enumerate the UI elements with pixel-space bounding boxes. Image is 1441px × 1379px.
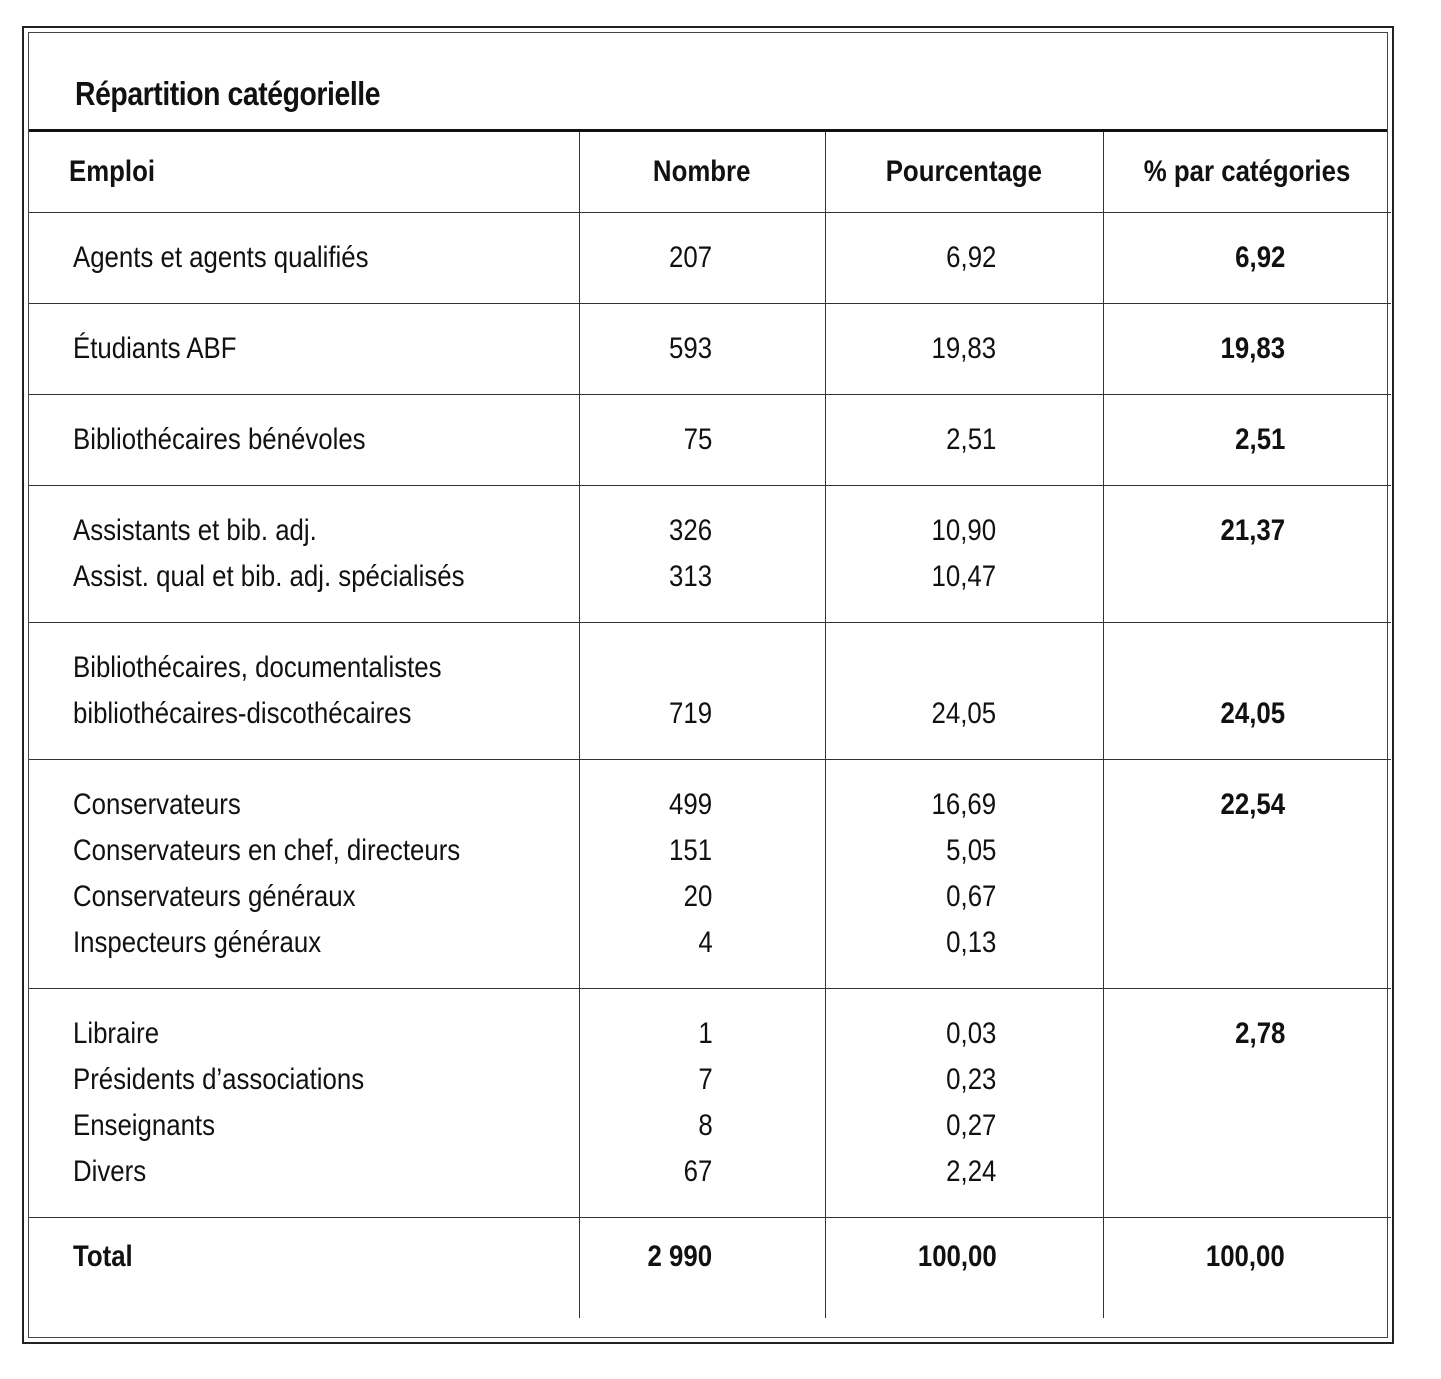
cell-par-categories: 6,92 xyxy=(1103,213,1391,304)
cell-emploi: Bibliothécaires, documentalistes bibliothécaires-discothécaires xyxy=(29,623,579,760)
total-nombre: 2 990 xyxy=(579,1218,825,1319)
header-row xyxy=(29,132,1391,213)
cell-nombre: 499 151 20 4 xyxy=(579,760,825,989)
cell-nombre: 207 xyxy=(579,213,825,304)
cell-pourcentage: 0,03 0,23 0,27 2,24 xyxy=(825,989,1103,1218)
header-nombre: Nombre xyxy=(579,132,825,213)
header-par-categories: % par catégories xyxy=(1103,132,1391,213)
cell-pourcentage: 24,05 xyxy=(825,623,1103,760)
cell-par-categories: 21,37 xyxy=(1103,486,1391,623)
cell-pourcentage: 16,69 5,05 0,67 0,13 xyxy=(825,760,1103,989)
table-row xyxy=(29,486,1391,623)
cell-pourcentage: 10,90 10,47 xyxy=(825,486,1103,623)
cell-emploi: Agents et agents qualifiés xyxy=(29,213,579,304)
header-pourcentage: Pourcentage xyxy=(825,132,1103,213)
table-body xyxy=(29,213,1391,1319)
cell-emploi: Assistants et bib. adj. Assist. qual et bib. adj. spécialisés xyxy=(29,486,579,623)
cell-pourcentage: 2,51 xyxy=(825,395,1103,486)
total-par-categories: 100,00 xyxy=(1206,1240,1285,1273)
cell-par-categories: 24,05 xyxy=(1103,623,1391,760)
table-row xyxy=(29,213,1391,304)
cell-nombre: 719 xyxy=(579,623,825,760)
header-emploi: Emploi xyxy=(29,132,579,213)
cell-emploi: Étudiants ABF xyxy=(29,304,579,395)
cell-par-categories: 2,51 xyxy=(1103,395,1391,486)
total-row xyxy=(29,1218,1391,1319)
total-label: Total xyxy=(29,1218,579,1319)
cell-pourcentage: 19,83 xyxy=(825,304,1103,395)
table-frame-inner xyxy=(28,32,1388,1338)
cell-nombre: 1 7 8 67 xyxy=(579,989,825,1218)
table-row xyxy=(29,623,1391,760)
cell-par-categories: 22,54 xyxy=(1103,760,1391,989)
cell-nombre: 75 xyxy=(579,395,825,486)
cell-par-categories: 2,78 xyxy=(1103,989,1391,1218)
table-frame xyxy=(22,26,1394,1344)
cell-pourcentage: 6,92 xyxy=(825,213,1103,304)
table-row xyxy=(29,760,1391,989)
table-row xyxy=(29,395,1391,486)
cell-par-categories: 19,83 xyxy=(1103,304,1391,395)
cell-nombre: 593 xyxy=(579,304,825,395)
cell-emploi: Conservateurs Conservateurs en chef, directeurs Conservateurs généraux Inspecteurs généraux xyxy=(29,760,579,989)
table-row xyxy=(29,989,1391,1218)
cell-emploi: Libraire Présidents d’associations Enseignants Divers xyxy=(29,989,579,1218)
cell-nombre: 326 313 xyxy=(579,486,825,623)
category-table xyxy=(29,132,1391,1318)
cell-emploi: Bibliothécaires bénévoles xyxy=(29,395,579,486)
total-pourcentage: 100,00 xyxy=(825,1218,1103,1319)
table-title: Répartition catégorielle xyxy=(75,75,381,112)
table-row xyxy=(29,304,1391,395)
